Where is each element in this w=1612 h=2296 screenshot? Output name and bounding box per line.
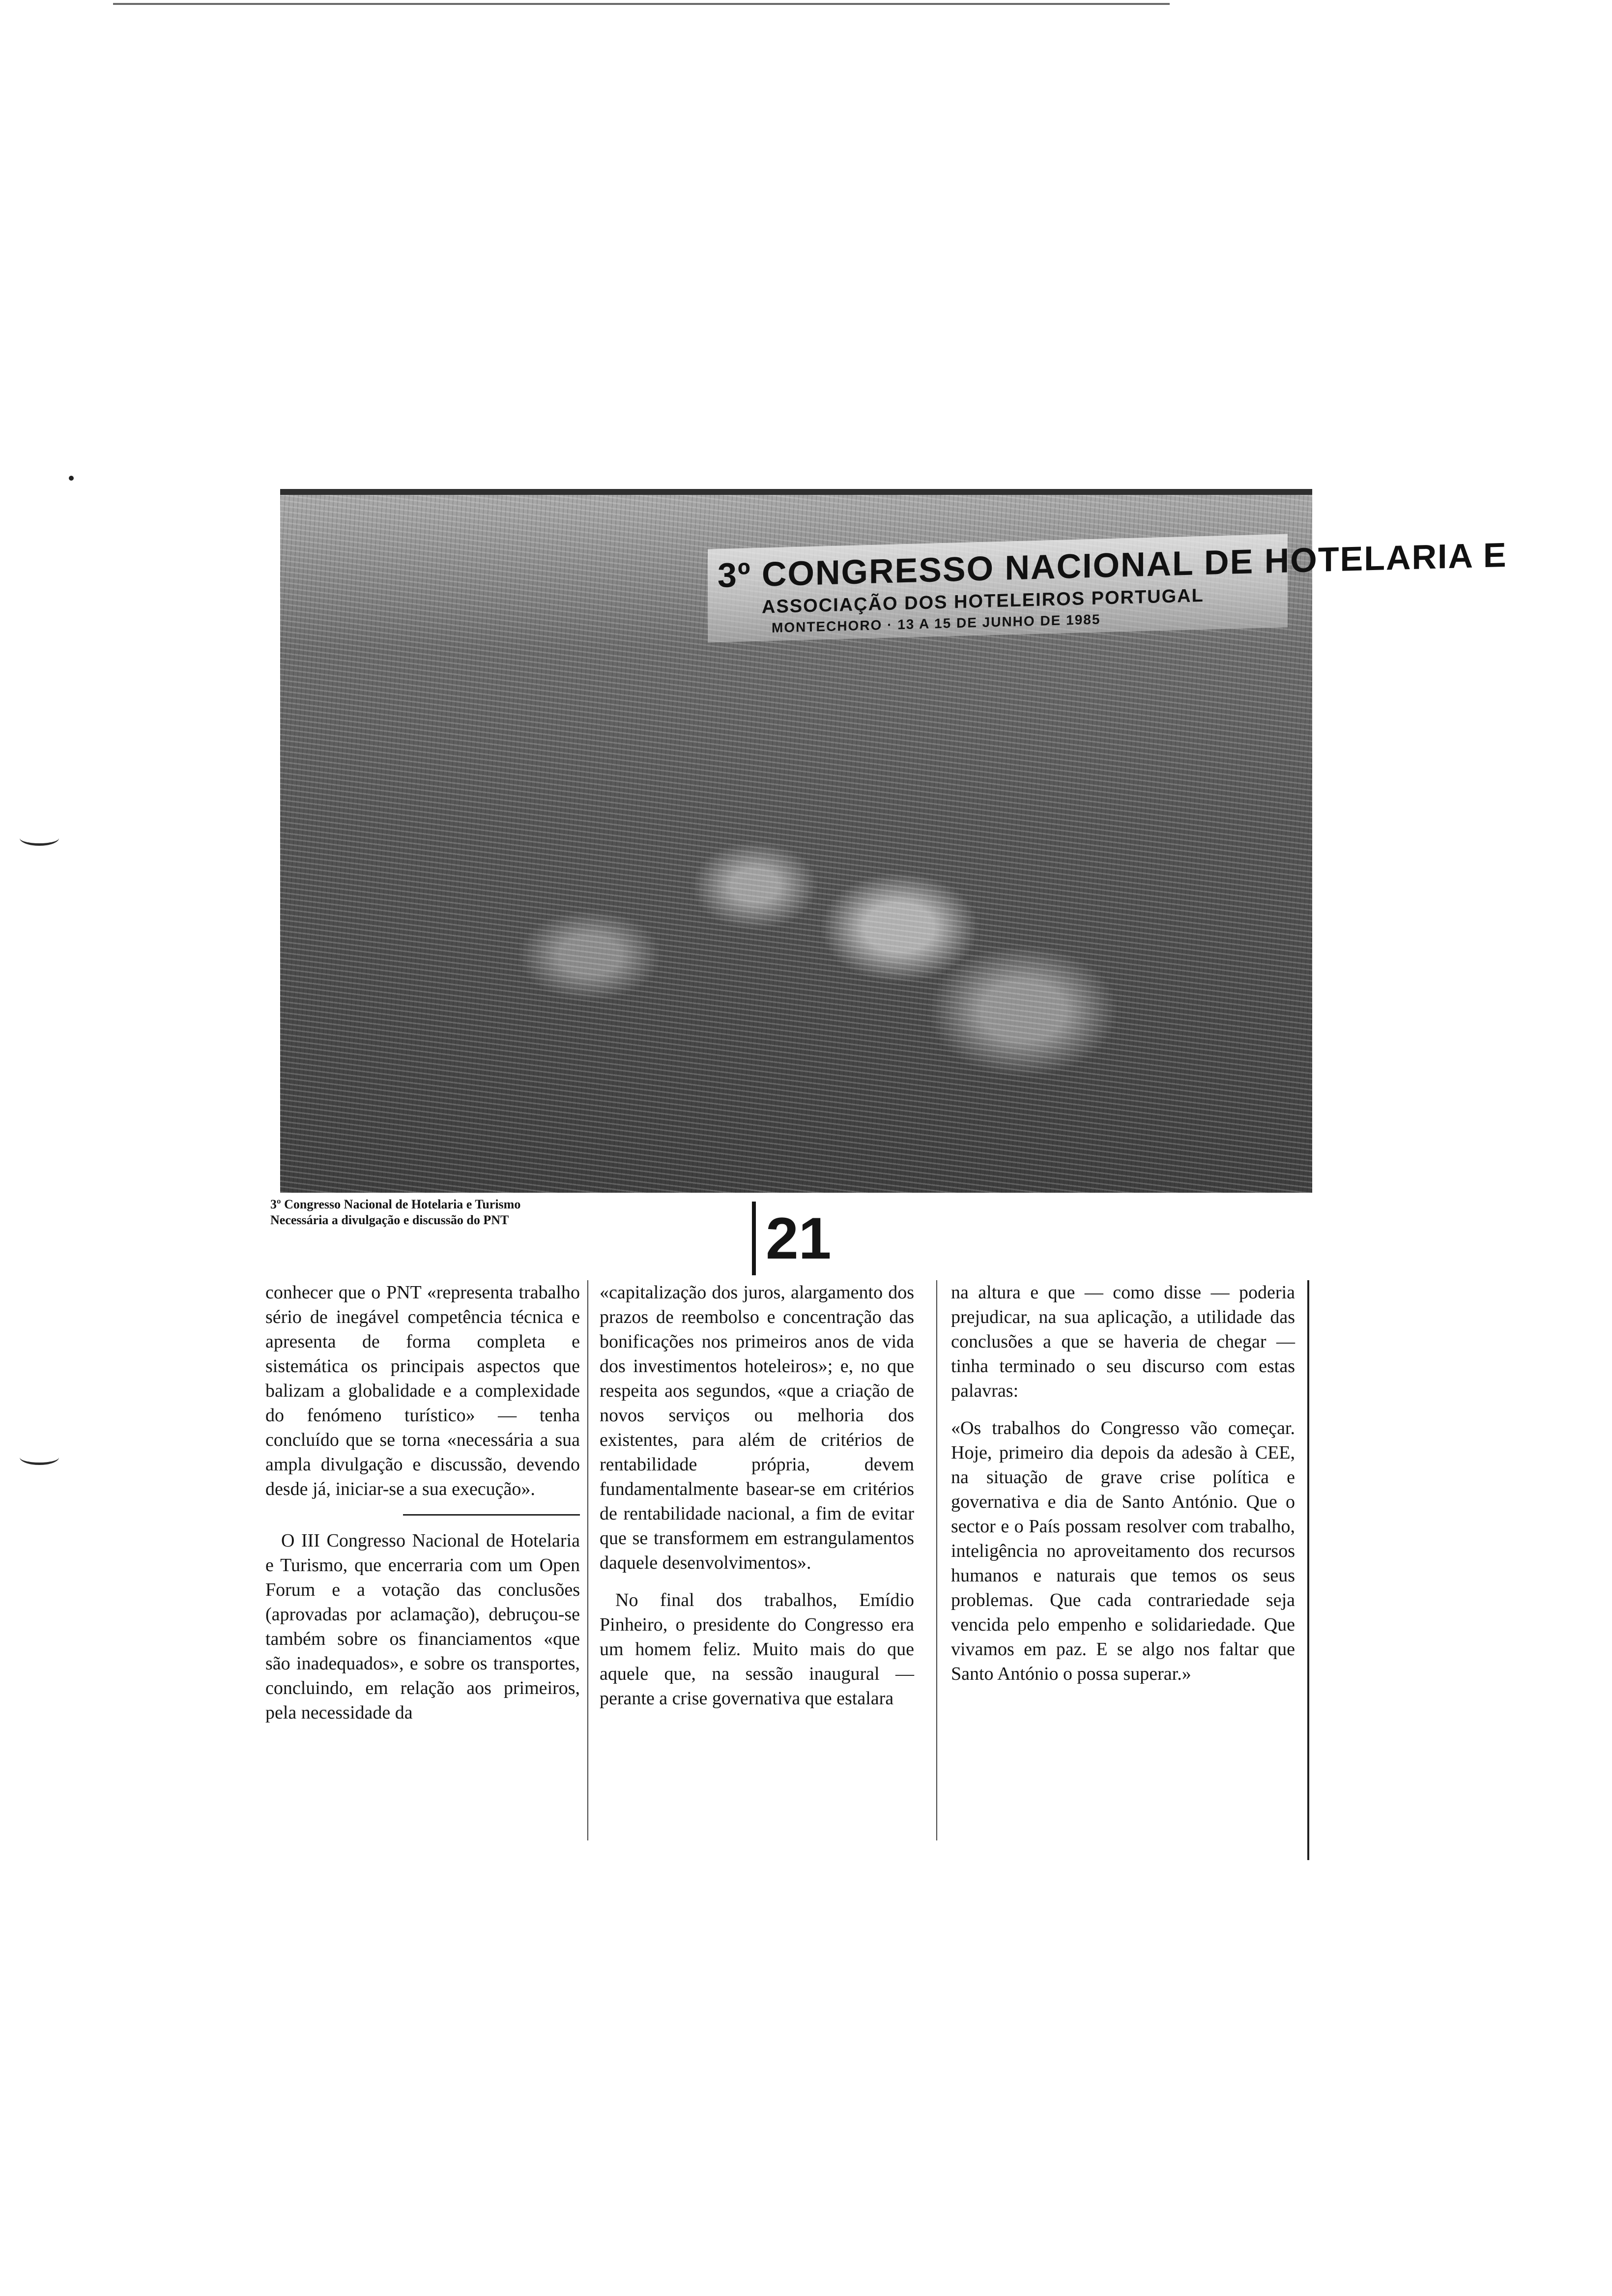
column-divider-2 bbox=[936, 1280, 937, 1840]
scan-top-rule bbox=[113, 3, 1170, 5]
binder-hole-mark-top bbox=[20, 831, 59, 846]
binder-hole-mark-bottom bbox=[20, 1450, 59, 1465]
article-column-3 bbox=[951, 1280, 1295, 1699]
caption-line-2: Necessária a divulgação e discussão do PNT bbox=[270, 1213, 509, 1227]
article-paragraph: O III Congresso Nacional de Hotelaria e Turismo, que encerraria com um Open Forum e a votação das conclusões (aprovadas por aclamação), debruçou-se também sobre os financiamentos «que são inadequados», e sobre os transportes, concluindo, em relação aos primeiros, pela necessidade da bbox=[265, 1530, 580, 1723]
paragraph-end-rule bbox=[403, 1514, 580, 1516]
article-column-2 bbox=[600, 1280, 914, 1723]
congress-banner bbox=[708, 534, 1507, 643]
article-paragraph: na altura e que — como disse — poderia prejudicar, na sua aplicação, a utilidade das conclusões a que se haveria de chegar — tinha terminado o seu discurso com estas palavras: bbox=[951, 1282, 1295, 1401]
article-paragraph: No final dos trabalhos, Emídio Pinheiro, o presidente do Congresso era um homem feliz. Muito mais do que aquele que, na sessão inaugural — perante a crise governativa que estalara bbox=[600, 1590, 914, 1709]
congress-photo bbox=[280, 489, 1507, 1193]
article-quote: «Os trabalhos do Congresso vão começar. Hoje, primeiro dia depois da adesão à CEE, na situação de grave crise política e governativa e dia de Santo António. Que o sector e o País possam resolver com trabalho, inteligência no aproveitamento dos recursos humanos e naturais que temos os seus problemas. Que cada contrariedade seja vencida pelo empenho e solidariedade. Que vivamos em paz. E se algo nos faltar que Santo António o possa superar.» bbox=[951, 1418, 1295, 1684]
banner-date: MONTECHORO · 13 A 15 DE JUNHO DE 1985 bbox=[772, 611, 1101, 636]
article-paragraph: «capitalização dos juros, alargamento dos prazos de reembolso e concentração das bonificações nos primeiros anos de vida dos investimentos hoteleiros»; e, no que respeita aos segundos, «que a criação de novos serviços ou melhoria dos existentes, para além de critérios de rentabilidade própria, devem fundamentalmente basear-se em critérios de rentabilidade nacional, a fim de evitar que se transformem em estrangulamentos daquele desenvolvimentos». bbox=[600, 1282, 914, 1573]
banner-title: 3º CONGRESSO NACIONAL DE HOTELARIA E bbox=[718, 535, 1507, 595]
article-column-1 bbox=[265, 1280, 580, 1738]
column-divider-1 bbox=[587, 1280, 588, 1840]
newspaper-clipping bbox=[251, 474, 1507, 1880]
photo-caption bbox=[270, 1197, 762, 1228]
clipping-right-edge bbox=[1307, 1280, 1309, 1860]
scan-speck bbox=[69, 476, 74, 481]
article-paragraph: conhecer que o PNT «representa trabalho sério de inegável competência técnica e apresenta de forma completa e sistemática os principais aspectos que balizam a globalidade e a complexidade do fenómeno turístico» — tenha concluído que se torna «necessária a sua ampla divulgação e discussão, devendo desde já, iniciar-se a sua execução». bbox=[265, 1282, 580, 1499]
handwritten-page-number: 21 bbox=[752, 1202, 850, 1275]
caption-line-1: 3º Congresso Nacional de Hotelaria e Turismo bbox=[270, 1197, 521, 1211]
banner-subtitle: ASSOCIAÇÃO DOS HOTELEIROS PORTUGAL bbox=[762, 585, 1204, 618]
